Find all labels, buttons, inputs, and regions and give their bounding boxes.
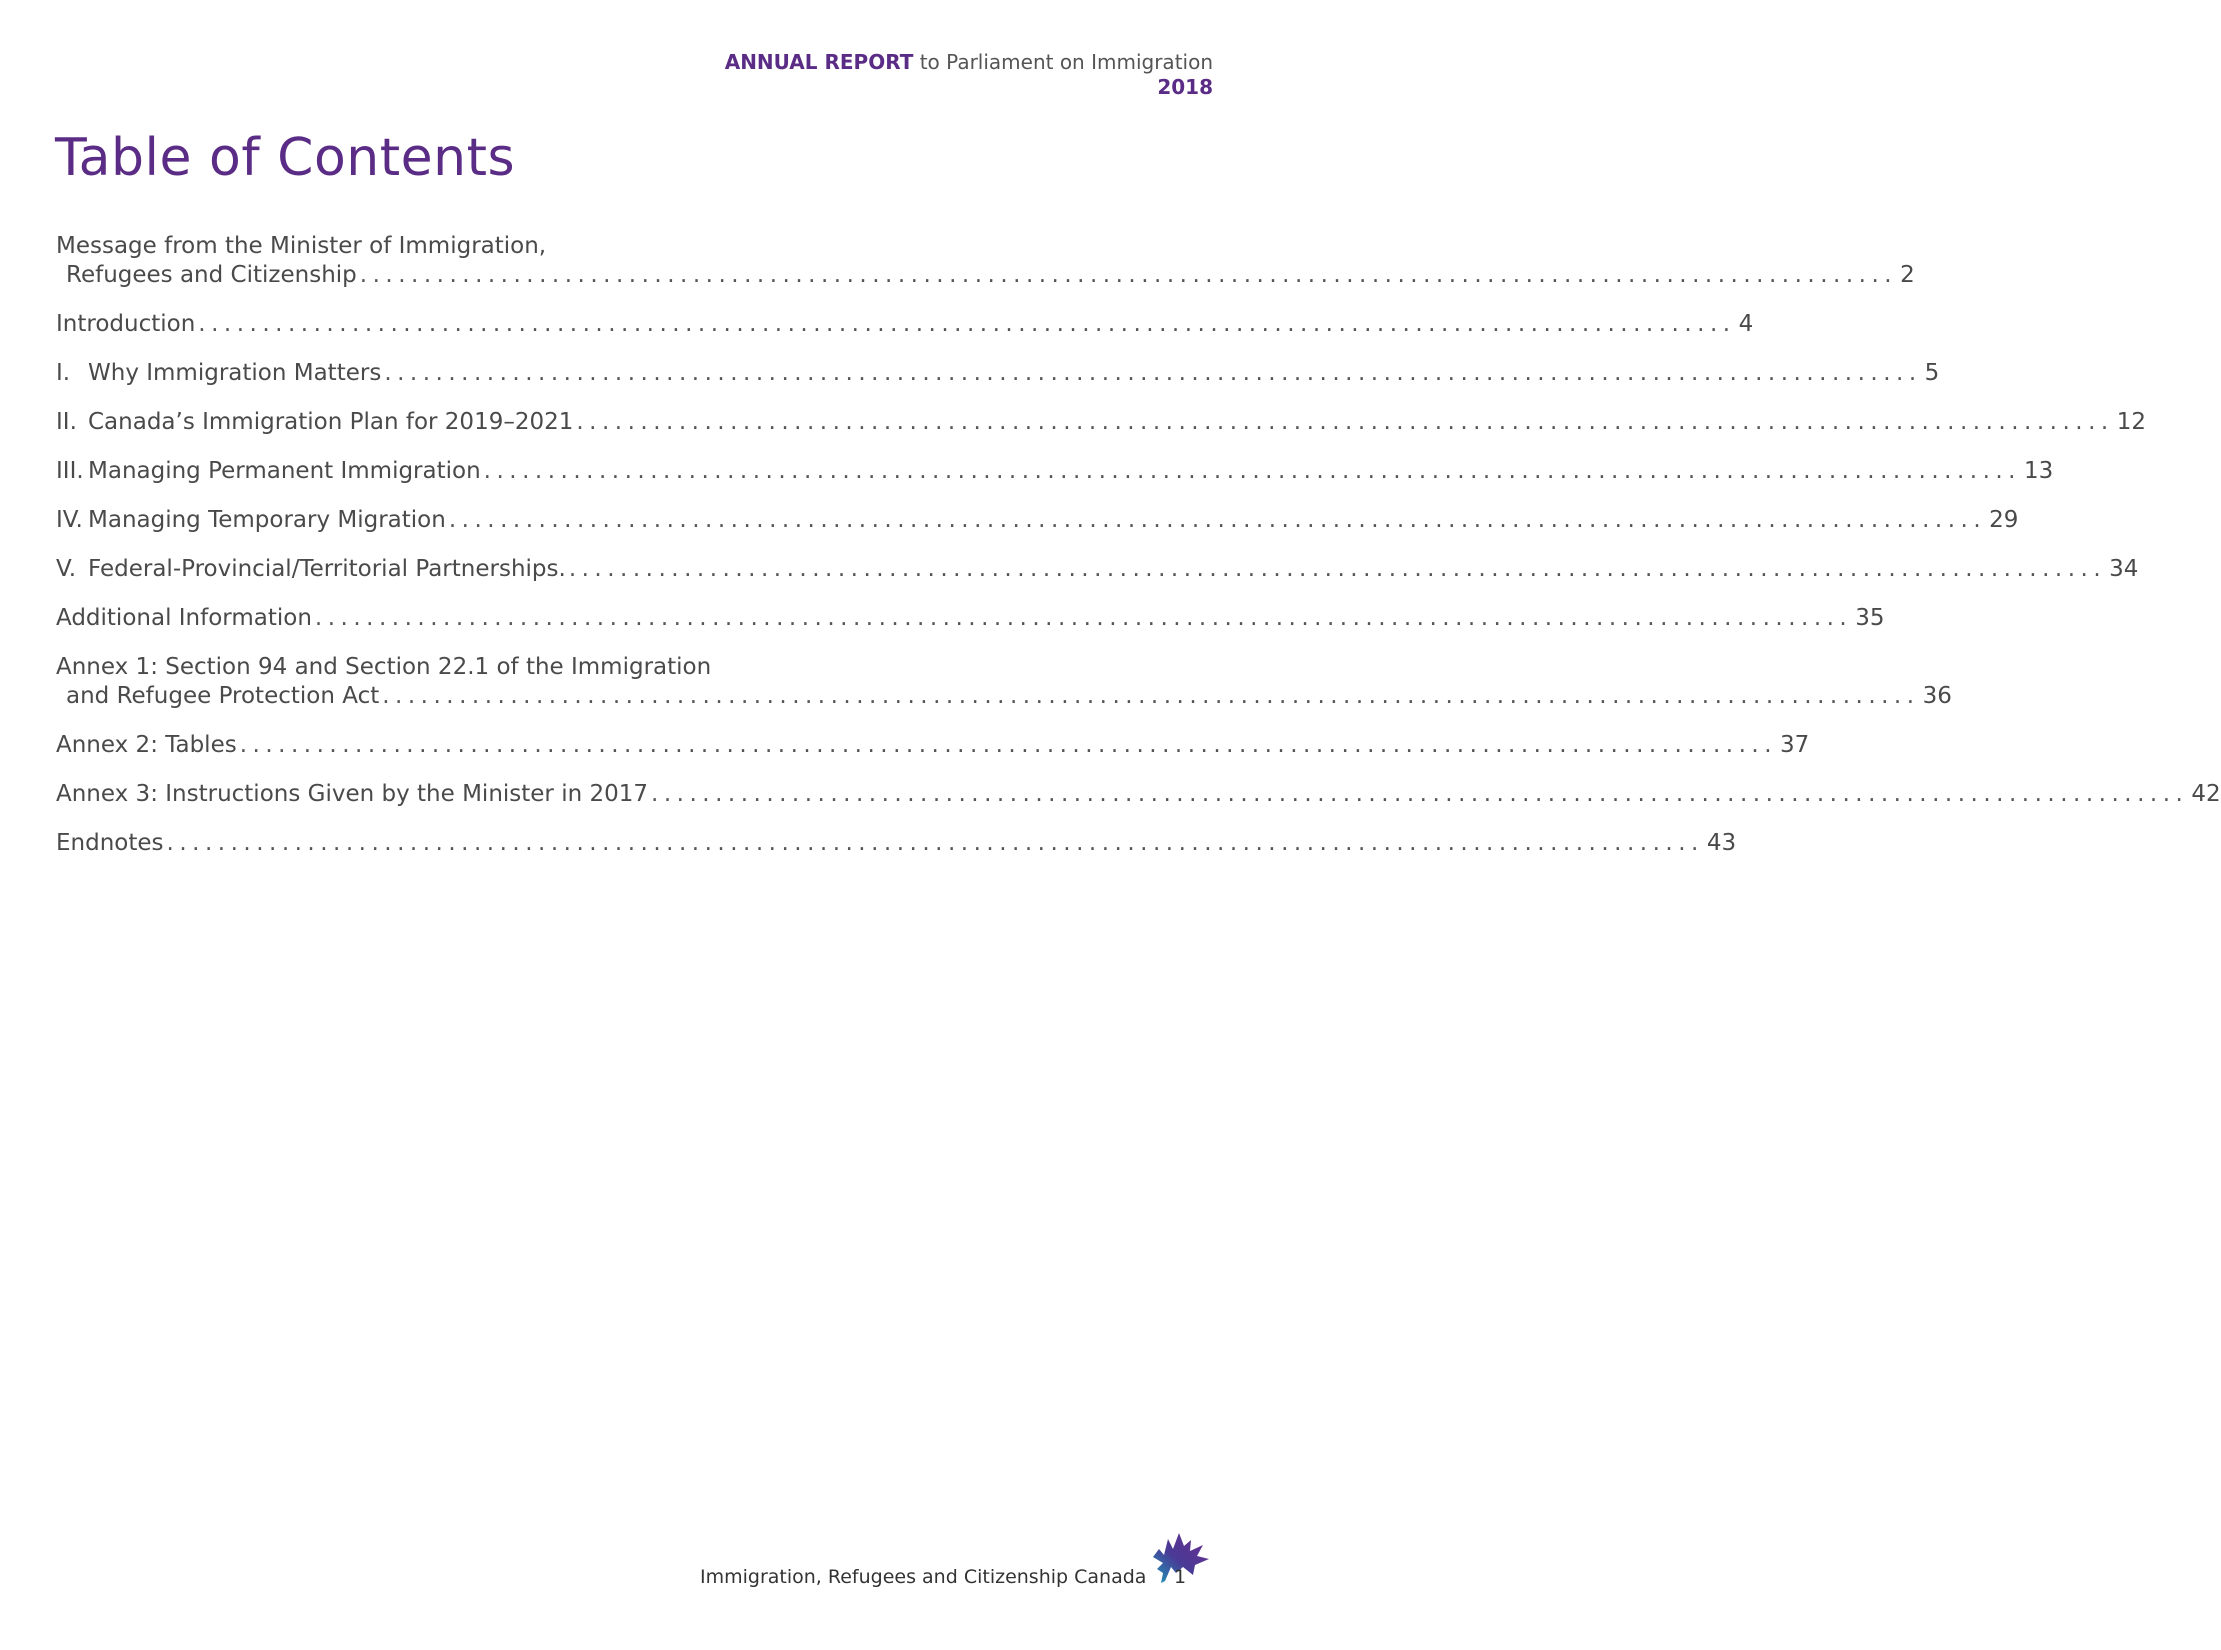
toc-page-number: 35 [1855,605,1885,631]
toc-page-number: 2 [1900,262,1915,288]
toc-entry-permanent-immigration[interactable] [56,457,2054,486]
toc-entry-minister-message[interactable] [56,232,1915,290]
toc-entry-text: Why Immigration Matters [88,360,382,386]
toc-entry-text: Endnotes [56,830,164,856]
report-title-rest: to Parliament on Immigration [913,50,1213,74]
toc-entry-text: Additional Information [56,605,312,631]
dot-leader: ........................................................................................................................ [314,605,1853,631]
toc-page-number: 5 [1924,360,1940,386]
dot-leader: ........................................................................................................................ [384,360,1922,386]
report-year: 2018 [1157,75,1213,99]
dot-leader: ........................................................................................................................ [651,781,2189,807]
toc-entry-why-immigration-matters[interactable] [56,359,1940,388]
toc-entry-text: Managing Permanent Immigration [88,458,481,484]
toc-entry-fpt-partnerships[interactable] [56,555,2139,584]
toc-entry-text: Federal-Provincial/Territorial Partnerships. [88,556,566,582]
toc-page-number: 4 [1738,311,1754,337]
toc-entry-text: Annex 3: Instructions Given by the Minister in 2017 [56,781,649,807]
dot-leader: ........................................................................................................................ [382,683,1920,709]
dot-leader: ........................................................................................................................ [198,311,1736,337]
table-of-contents [56,232,2221,878]
toc-section-number: I. [56,360,71,386]
toc-page-number: 42 [2191,781,2221,807]
toc-entry-annex-3[interactable] [56,780,2221,809]
toc-page-number: 12 [2116,409,2146,435]
page-number: 1 [1174,1566,1187,1588]
toc-entry-text: Managing Temporary Migration [88,507,446,533]
report-title-line [725,50,1213,75]
toc-entry-text: Annex 2: Tables [56,732,237,758]
footer-department: Immigration, Refugees and Citizenship Canada [700,1566,1147,1588]
annual-report-label: ANNUAL REPORT [724,50,914,74]
toc-page-number: 36 [1922,683,1952,709]
toc-entry-endnotes[interactable] [56,829,1737,858]
dot-leader: ........................................................................................................................ [448,507,1987,533]
toc-entry-annex-2[interactable] [56,731,1810,760]
toc-section-number: V. [56,556,77,582]
toc-page-number: 13 [2024,458,2054,484]
dot-leader: ........................................................................................................................ [568,556,2107,582]
toc-entry-temporary-migration[interactable] [56,506,2019,535]
toc-section-number: III. [56,458,84,484]
toc-entry-introduction[interactable] [56,310,1754,339]
toc-entry-text-continued: Refugees and Citizenship [66,262,357,288]
toc-section-number: II. [56,409,77,435]
toc-entry-immigration-plan[interactable] [56,408,2146,437]
toc-entry-text: Introduction [56,311,196,337]
report-header [725,50,1213,100]
dot-leader: ........................................................................................................................ [239,732,1778,758]
toc-entry-annex-1[interactable] [56,653,1952,711]
page-title: Table of Contents [55,128,516,188]
dot-leader: ........................................................................................................................ [359,262,1898,288]
dot-leader: ........................................................................................................................ [166,830,1704,856]
toc-entry-text-continued: and Refugee Protection Act [66,683,380,709]
toc-page-number: 37 [1780,732,1810,758]
toc-page-number: 29 [1989,507,2019,533]
toc-page-number: 34 [2109,556,2139,582]
toc-entry-text: Annex 1: Section 94 and Section 22.1 of the Immigration [56,654,712,680]
toc-entry-text: Message from the Minister of Immigration, [56,233,547,259]
toc-section-number: IV. [56,507,83,533]
dot-leader: ........................................................................................................................ [483,458,2021,484]
toc-entry-text: Canada’s Immigration Plan for 2019–2021 [88,409,574,435]
toc-page-number: 43 [1706,830,1737,856]
dot-leader: ........................................................................................................................ [576,409,2114,435]
toc-entry-additional-information[interactable] [56,604,1885,633]
